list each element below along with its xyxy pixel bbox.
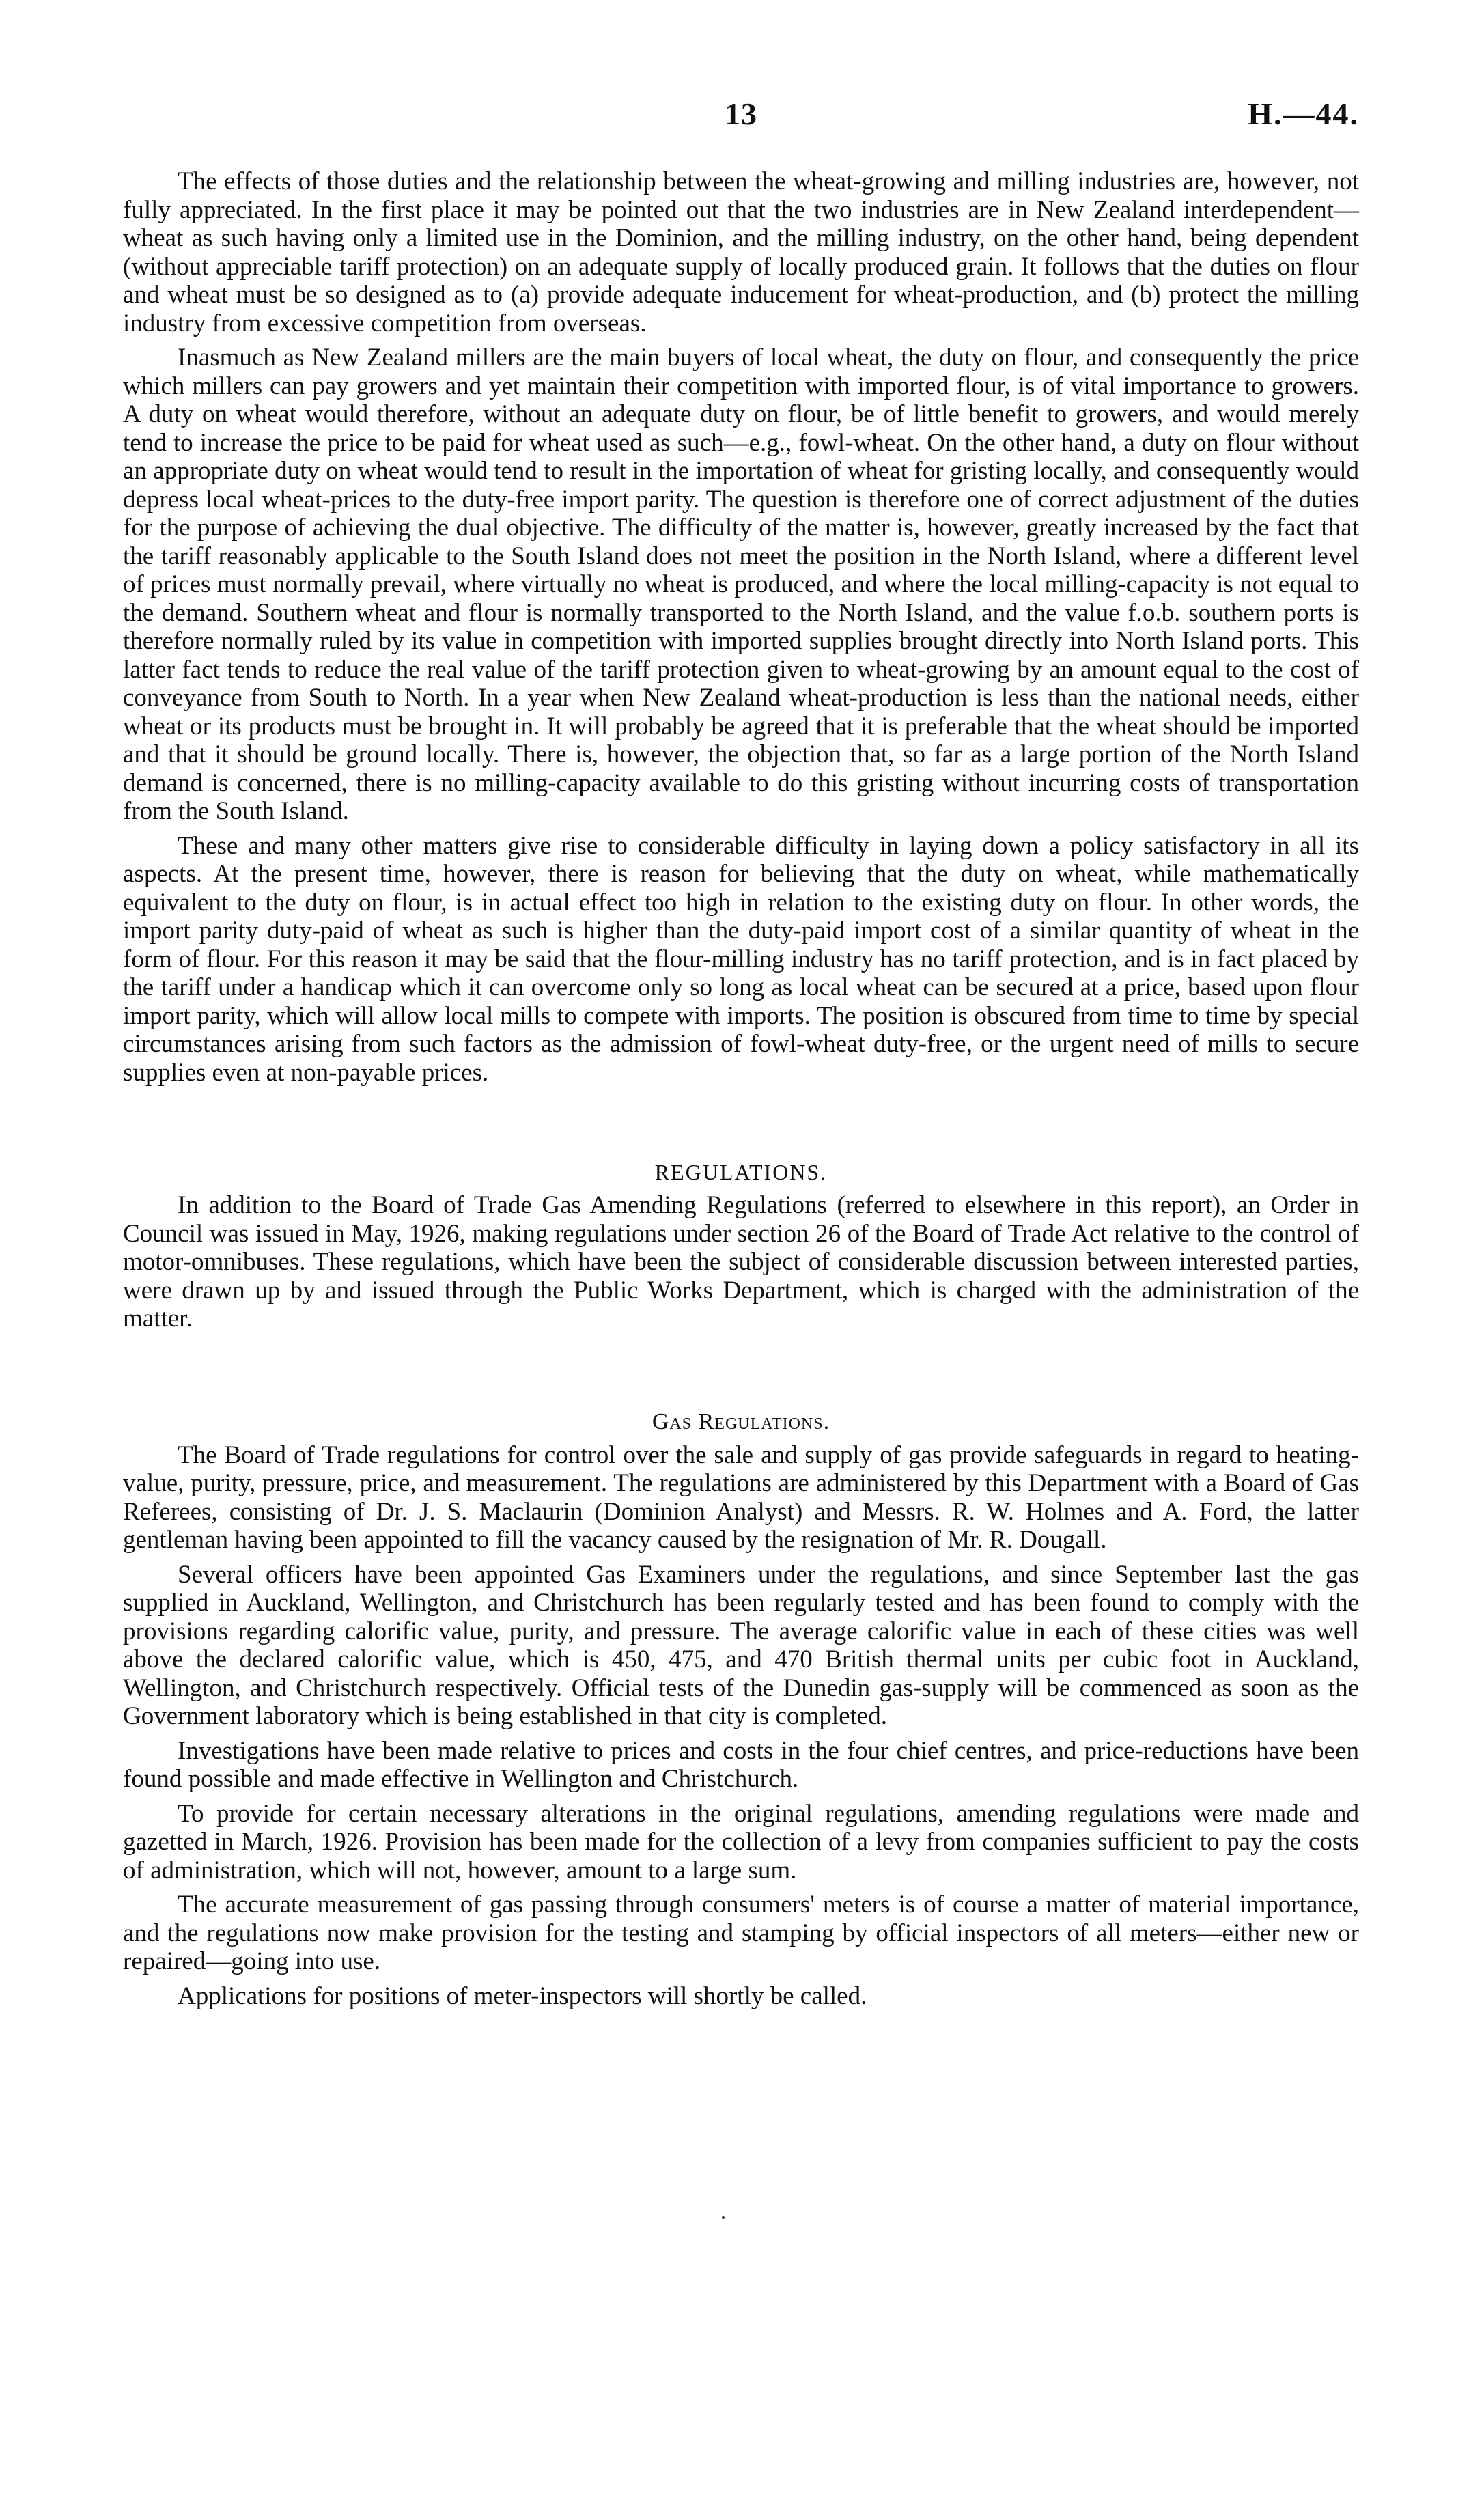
document-body xyxy=(123,167,1359,2016)
paragraph: Several officers have been appointed Gas Examiners under the regulations, and since September last the gas supplied in Auckland, Wellington, and Christchurch has been regularly tested and has been found to comply with the provisions regarding calorific value, purity, and pressure. The average calorific value in each of these cities was well above the declared calorific value, which is 450, 475, and 470 British thermal units per cubic foot in Auckland, Wellington, and Christchurch respectively. Official tests of the Dunedin gas-supply will be commenced as soon as the Government laboratory which is being established in that city is completed. xyxy=(123,1560,1359,1730)
paragraph: The effects of those duties and the relationship between the wheat-growing and milling industries are, however, not fully appreciated. In the first place it may be pointed out that the two industries are in New Zealand interdependent—wheat as such having only a limited use in the Dominion, and the milling industry, on the other hand, being dependent (without appreciable tariff protection) on an adequate supply of locally produced grain. It follows that the duties on flour and wheat must be so designed as to (a) provide adequate inducement for wheat-production, and (b) protect the milling industry from excessive competition from overseas. xyxy=(123,167,1359,337)
page-number: 13 xyxy=(725,96,757,131)
paragraph: These and many other matters give rise to considerable difficulty in laying down a policy satisfactory in all its aspects. At the present time, however, there is reason for believing that the duty on wheat, while mathematically equivalent to the duty on flour, is in actual effect too high in relation to the existing duty on flour. In other words, the import parity duty-paid of wheat as such is higher than the duty-paid import cost of a similar quantity of wheat in the form of flour. For this reason it may be said that the flour-milling industry has no tariff protection, and is in fact placed by the tariff under a handicap which it can overcome only so long as local wheat can be secured at a price, based upon flour import parity, which will allow local mills to compete with imports. The position is obscured from time to time by special circumstances arising from such factors as the admission of fowl-wheat duty-free, or the urgent need of mills to secure supplies even at non-payable prices. xyxy=(123,831,1359,1087)
paragraph: Inasmuch as New Zealand millers are the main buyers of local wheat, the duty on flour, and consequently the price which millers can pay growers and yet maintain their competition with imported flour, is of vital importance to growers. A duty on wheat would therefore, without an adequate duty on flour, be of little benefit to growers, and would merely tend to increase the price to be paid for wheat used as such—e.g., fowl-wheat. On the other hand, a duty on flour without an appropriate duty on wheat would tend to result in the importation of wheat for gristing locally, and consequently would depress local wheat-prices to the duty-free import parity. The question is therefore one of correct adjustment of the duties for the purpose of achieving the dual objective. The difficulty of the matter is, however, greatly increased by the fact that the tariff reasonably applicable to the South Island does not meet the position in the North Island, where a different level of prices must normally prevail, where virtually no wheat is produced, and where the local milling-capacity is not equal to the demand. Southern wheat and flour is normally transported to the North Island, and the value f.o.b. southern ports is therefore normally ruled by its value in competition with imported supplies brought directly into North Island ports. This latter fact tends to reduce the real value of the tariff protection given to wheat-growing by an amount equal to the cost of conveyance from South to North. In a year when New Zealand wheat-production is less than the national needs, either wheat or its products must be brought in. It will probably be agreed that it is preferable that the wheat should be imported and that it should be ground locally. There is, however, the objection that, so far as a large portion of the North Island demand is concerned, there is no milling-capacity available to do this gristing without incurring costs of transportation from the South Island. xyxy=(123,344,1359,825)
paragraph: The accurate measurement of gas passing through consumers' meters is of course a matter of material importance, and the regulations now make provision for the testing and stamping by official inspectors of all meters—either new or repaired—going into use. xyxy=(123,1891,1359,1975)
paragraph: In addition to the Board of Trade Gas Amending Regulations (referred to elsewhere in this report), an Order in Council was issued in May, 1926, making regulations under section 26 of the Board of Trade Act relative to the control of motor-omnibuses. These regulations, which have been the subject of considerable discussion between interested parties, were drawn up by and issued through the Public Works Department, which is charged with the administration of the matter. xyxy=(123,1191,1359,1333)
section-heading-gas-regulations: Gas Regulations. xyxy=(652,1408,830,1434)
paragraph: Investigations have been made relative to prices and costs in the four chief centres, and price-reductions have been found possible and made effective in Wellington and Christchurch. xyxy=(123,1736,1359,1793)
paragraph: To provide for certain necessary alterations in the original regulations, amending regulations were made and gazetted in March, 1926. Provision has been made for the collection of a levy from companies sufficient to pay the costs of administration, which will not, however, amount to a large sum. xyxy=(123,1799,1359,1884)
paragraph: The Board of Trade regulations for control over the sale and supply of gas provide safeguards in regard to heating-value, purity, pressure, price, and measurement. The regulations are administered by this Department with a Board of Gas Referees, consisting of Dr. J. S. Maclaurin (Dominion Analyst) and Messrs. R. W. Holmes and A. Ford, the latter gentleman having been appointed to fill the vacancy caused by the resignation of Mr. R. Dougall. xyxy=(123,1440,1359,1554)
section-heading-regulations: REGULATIONS. xyxy=(654,1160,828,1184)
document-reference: H.—44. xyxy=(1248,96,1359,131)
paragraph: Applications for positions of meter-inspectors will shortly be called. xyxy=(178,1981,867,2010)
ink-dot xyxy=(722,2216,725,2219)
page-header xyxy=(123,96,1359,143)
